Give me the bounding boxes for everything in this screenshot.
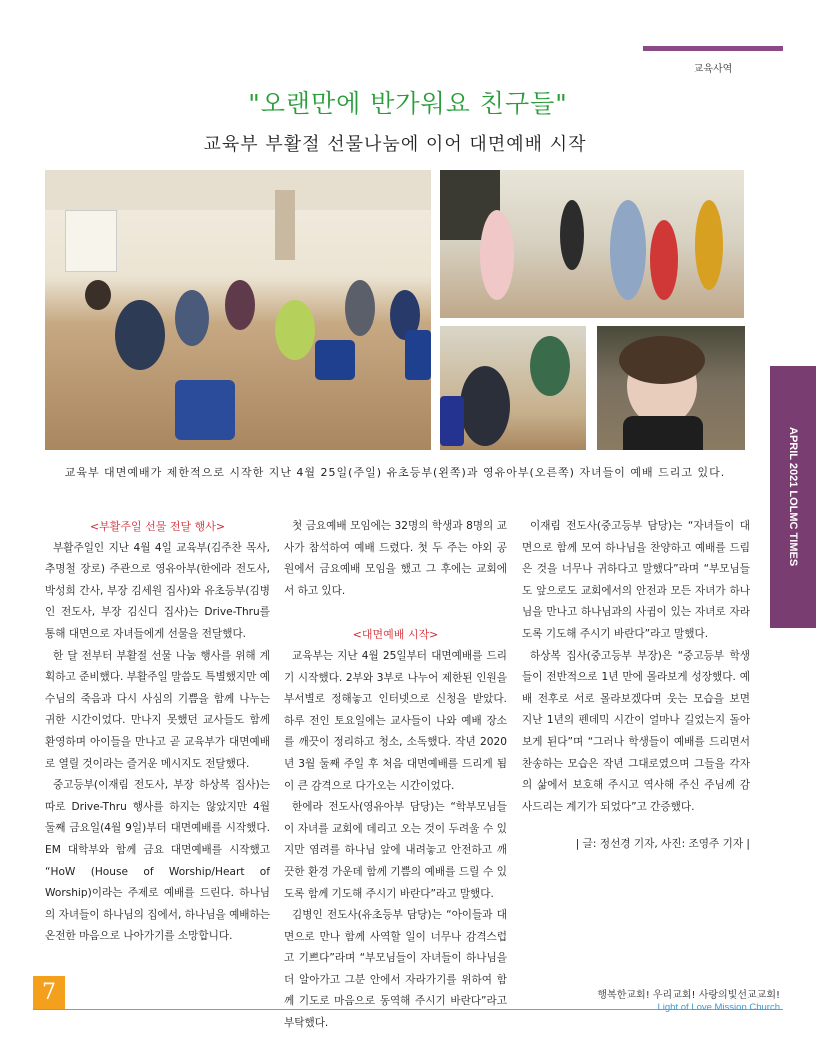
photo-elementary-worship (45, 170, 431, 450)
photo-toddler (597, 326, 745, 450)
article-paragraph: 하상복 집사(중고등부 부장)은 “중고등부 학생들이 전반적으로 1년 만에 몰라보게 성장했다. 예배 전후로 서로 몰라보겠다며 웃는 모습을 보면 지난 1년의 펜데믹 시간이 얼마나 길었는지 돌아보게 된다”며 “그러나 학생들이 예배를 드리면서 찬송하는 모습은 작년 그대로였으며 그들을 각자의 삶에서 보호해 주시고 역사해 주신 주님께 감사드리는 계기가 되었다”고 간증했다. (522, 649, 750, 813)
article-paragraph: 첫 금요예배 모임에는 32명의 학생과 8명의 교사가 참석하여 예배 드렸다. 첫 두 주는 야외 공원에서 금요예배 모임을 했고 그 후에는 교회에서 하고 있다. (284, 520, 507, 597)
article-column-2 (284, 516, 507, 1035)
article-paragraph: 한에라 전도사(영유아부 담당)는 “학부모님들이 자녀를 교회에 데리고 오는 것이 두려울 수 있지만 염려를 하나님 앞에 내려놓고 안전하고 깨끗한 환경 가운데 함께 기쁨의 예배를 드릴 수 있도록 함께 기도해 주시기 바란다”라고 말했다. (284, 801, 507, 900)
subheadline: 교육부 부활절 선물나눔에 이어 대면예배 시작 (203, 134, 587, 155)
footer-slogan: 행복한교회! 우리교회! 사랑의빛선교교회! (597, 990, 780, 1001)
page-number: 7 (33, 976, 65, 1010)
section-title-easter-gift: <부활주일 선물 전달 행사> (89, 520, 226, 533)
article-paragraph: 중고등부(이재림 전도사, 부장 하상복 집사)는 따로 Drive-Thru 행사를 하지는 않았지만 4월 둘째 금요일(4월 9일)부터 대면예배를 시작했다. EM 대학부와 함께 금요 대면예배를 시작했고 “HoW (House of Worship/Heart of Worship)이라는 주제로 예배를 드린다. 하나님의 자녀들이 하나님의 집에서, 하나님을 예배하는 온전한 마음으로 나아가기를 소망합니다. (45, 779, 270, 943)
article-paragraph: 부활주일인 지난 4월 4일 교육부(김주찬 목사, 추명철 장로) 주관으로 영유아부(한에라 전도사, 박성희 간사, 부장 김세원 집사)와 유초등부(김병인 전도사, 부장 김신디 집사)는 Drive-Thru를 통해 대면으로 자녀들에게 선물을 전달했다. (45, 541, 270, 640)
article-paragraph: 이재림 전도사(중고등부 담당)는 “자녀들이 대면으로 함께 모여 하나님을 찬양하고 예배를 드림은 것을 너무나 귀하다고 말했다”라며 “부모님들도 앞으로도 교회에서의 안전과 모든 자녀가 하나님을 만나고 하나님과의 사귐이 있는 자녀로 자라도록 기도해 주시기 바란다”라고 말했다. (522, 520, 750, 640)
section-accent-bar (643, 46, 783, 51)
photo-worship-stage (440, 170, 744, 318)
section-label: 교육사역 (693, 64, 733, 75)
issue-side-tab (770, 366, 816, 628)
section-title-in-person-worship: <대면예배 시작> (352, 628, 439, 642)
article-paragraph: 교육부는 지난 4월 25일부터 대면예배를 드리기 시작했다. 2부와 3부로 나누어 제한된 인원을 부서별로 정해놓고 인터넷으로 신청을 받았다. 하루 전인 토요일에는 교사들이 나와 예배 장소를 깨끗이 정리하고 청소, 소독했다. 작년 2020년 3월 둘째 주일 후 처음 대면예배를 드리게 됨이 큰 감격으로 다가오는 시간이었다. (284, 649, 507, 792)
article-column-1 (45, 516, 270, 948)
photo-caption: 교육부 대면예배가 제한적으로 시작한 지난 4월 25일(주일) 유초등부(왼쪽)과 영유아부(오른쪽) 자녀들이 예배 드리고 있다. (64, 466, 726, 479)
article-column-3 (522, 516, 750, 856)
article-paragraph: 김병인 전도사(유초등부 담당)는 “아이들과 대면으로 만나 함께 사역할 일이 너무나 감격스럽고 기쁘다”라며 “부모님들이 자녀들이 하나님을 더 알아가고 그분 안에서 자라가기를 위하여 함께 기도로 마음으로 동역해 주시기 바란다”라고 부탁했다. (284, 909, 507, 1030)
issue-side-tab-label: APRIL 2021 LOLMC TIMES (787, 427, 799, 567)
photo-children-seated (440, 326, 586, 450)
footer-church-name: Light of Love Mission Church (657, 1002, 780, 1013)
article-paragraph: 한 달 전부터 부활절 선물 나눔 행사를 위해 계획하고 준비했다. 부활주일 말씀도 특별했지만 예수님의 죽음과 다시 사심의 기쁨을 함께 나누는 귀한 시간이었다. 만나지 못했던 교사들도 함께 환영하며 아이들을 만나고 곧 교육부가 대면예배로 열릴 것이라는 즐거운 메시지도 전달했다. (45, 649, 270, 770)
headline: "오랜만에 반가워요 친구들" (248, 89, 568, 118)
byline-credit: | 글: 정선경 기자, 사진: 조영주 기자 | (575, 838, 750, 851)
